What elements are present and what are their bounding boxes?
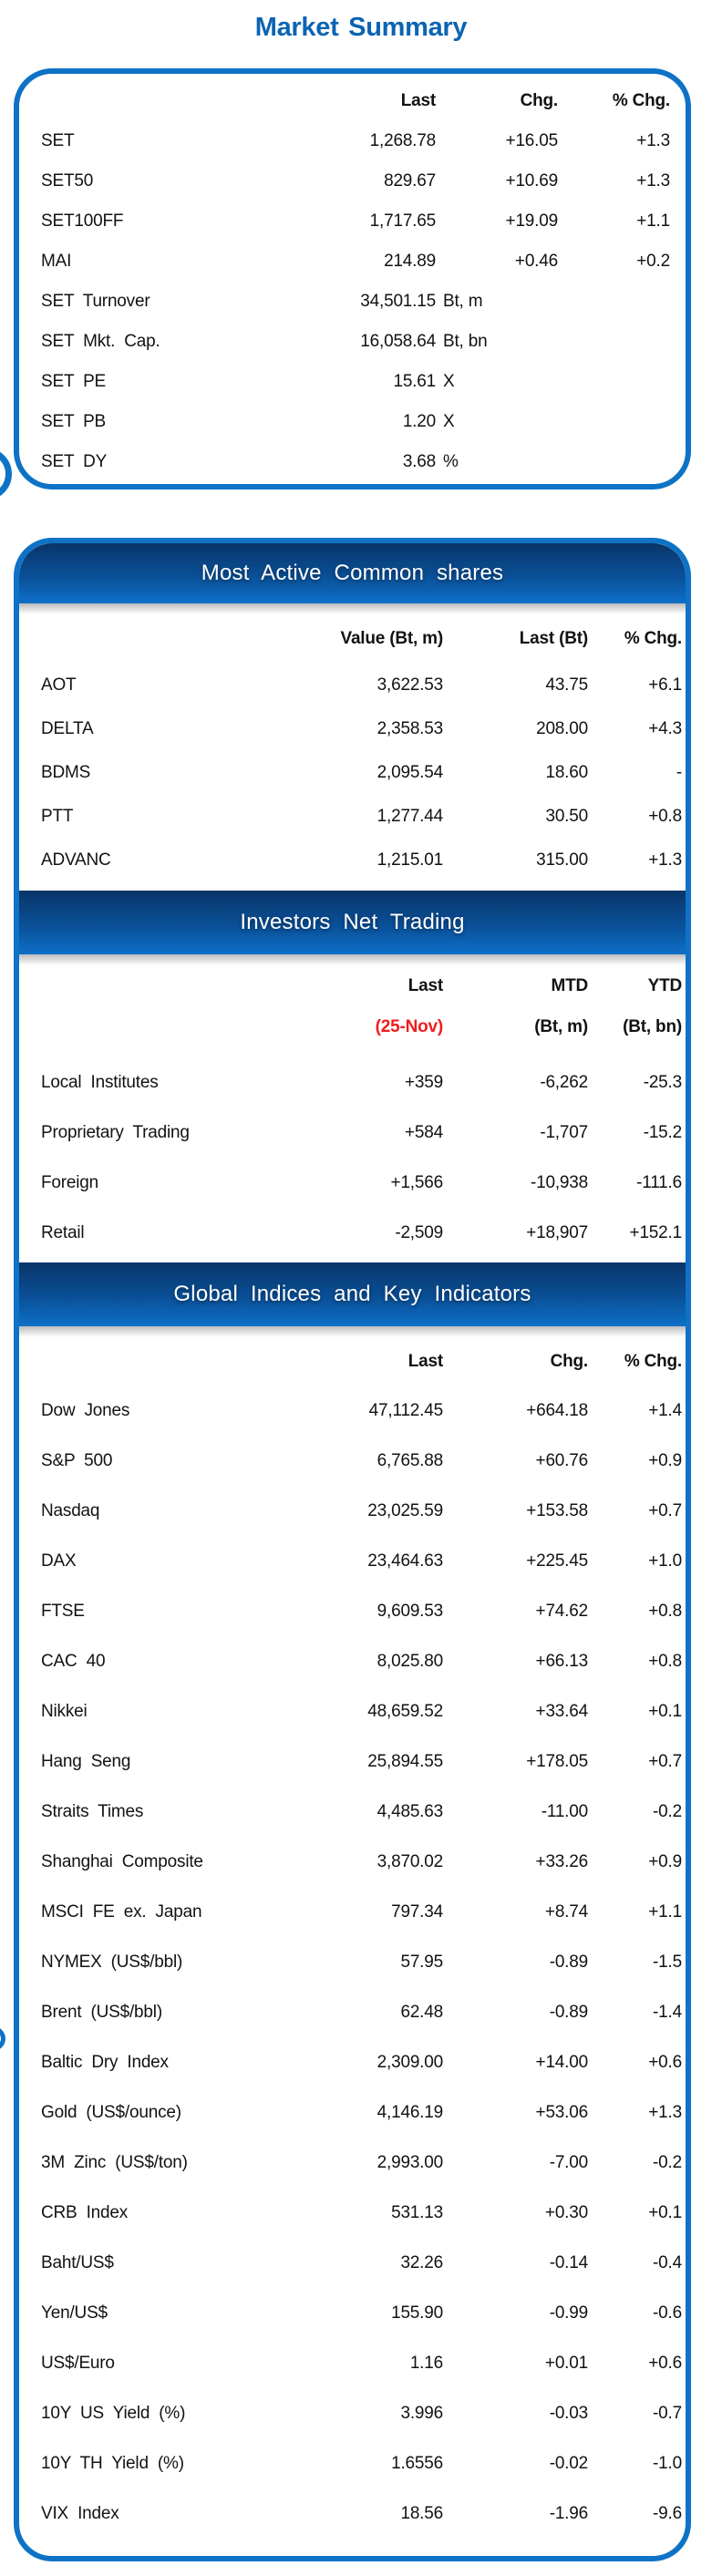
cell-value: 15.61 xyxy=(393,372,436,391)
table-row xyxy=(19,1057,686,1108)
cell-value: 2,358.53 xyxy=(376,719,443,738)
row-label: AOT xyxy=(41,675,77,695)
cell-unit: X xyxy=(443,372,455,391)
table-row xyxy=(19,2087,686,2138)
cell-value: 3,870.02 xyxy=(376,1851,443,1871)
cell-value: 1,717.65 xyxy=(369,211,436,231)
column-header: Last (Bt) xyxy=(519,629,588,648)
row-label: Yen/US$ xyxy=(41,2303,108,2323)
cell-value: +152.1 xyxy=(629,1222,682,1242)
row-label: Gold (US$/ounce) xyxy=(41,2102,181,2122)
row-label: MSCI FE ex. Japan xyxy=(41,1901,202,1922)
table-row xyxy=(19,1586,686,1636)
cell-value: -0.2 xyxy=(653,2152,682,2172)
table-row xyxy=(19,242,686,282)
cell-value: +0.8 xyxy=(648,807,682,826)
cell-value: +33.26 xyxy=(535,1851,588,1871)
table-row xyxy=(19,839,686,882)
cell-value: 2,993.00 xyxy=(376,2152,443,2172)
row-label: Nikkei xyxy=(41,1701,88,1721)
row-label: Baht/US$ xyxy=(41,2252,114,2272)
cell-value: +1,566 xyxy=(390,1172,443,1192)
column-header: YTD xyxy=(647,976,682,995)
cell-value: 8,025.80 xyxy=(376,1651,443,1671)
column-header: Last xyxy=(407,1351,443,1371)
cell-value: +0.46 xyxy=(514,252,558,271)
page-title: Market Summary xyxy=(254,13,468,42)
cell-value: +0.7 xyxy=(648,1500,682,1520)
cell-value: 48,659.52 xyxy=(367,1701,443,1721)
cell-value: +1.3 xyxy=(636,131,670,150)
cell-value: +0.9 xyxy=(648,1851,682,1871)
cell-value: 1.20 xyxy=(402,412,436,431)
cell-value: 797.34 xyxy=(391,1901,443,1922)
row-label: Shanghai Composite xyxy=(41,1851,203,1871)
cell-value: +53.06 xyxy=(535,2102,588,2122)
column-header-row xyxy=(19,1337,686,1386)
cell-value: 32.26 xyxy=(400,2252,443,2272)
cell-unit: X xyxy=(443,412,455,431)
row-label: MAI xyxy=(41,252,72,271)
header-shadow xyxy=(19,1326,686,1337)
cell-value: 9,609.53 xyxy=(376,1601,443,1621)
cell-value: +1.4 xyxy=(648,1400,682,1420)
header-shadow xyxy=(19,954,686,965)
row-label: SET xyxy=(41,131,75,150)
cell-value: 6,765.88 xyxy=(376,1450,443,1470)
cell-value: 531.13 xyxy=(391,2202,443,2222)
market-summary-panel xyxy=(14,68,691,489)
global-indicators-table xyxy=(19,1337,686,2539)
cell-value: -0.89 xyxy=(549,1952,588,1972)
row-label: Baltic Dry Index xyxy=(41,2052,169,2072)
cell-value: -1,707 xyxy=(540,1122,588,1142)
cell-unit: % xyxy=(443,452,459,471)
column-header-row xyxy=(19,1007,686,1046)
cell-value: +584 xyxy=(405,1122,443,1142)
row-label: SET Turnover xyxy=(41,292,150,311)
cell-value: +8.74 xyxy=(544,1901,588,1922)
sections-panel xyxy=(14,538,691,2561)
cell-value: -9.6 xyxy=(653,2503,682,2523)
column-header: Last xyxy=(407,976,443,995)
row-label: US$/Euro xyxy=(41,2353,115,2373)
cell-value: +0.30 xyxy=(544,2202,588,2222)
cell-value: +1.3 xyxy=(648,2102,682,2122)
cell-value: +1.1 xyxy=(648,1901,682,1922)
cell-value: +0.6 xyxy=(648,2353,682,2373)
cell-value: -0.14 xyxy=(549,2252,588,2272)
row-label: DELTA xyxy=(41,719,94,738)
cell-value: -0.2 xyxy=(653,1801,682,1821)
cell-value: +33.64 xyxy=(535,1701,588,1721)
column-header: (Bt, m) xyxy=(534,1016,588,1036)
cell-unit: Bt, bn xyxy=(443,332,488,351)
cell-value: 18.56 xyxy=(400,2503,443,2523)
cell-value: 2,309.00 xyxy=(376,2052,443,2072)
cell-value: +359 xyxy=(405,1072,443,1092)
table-row xyxy=(19,1486,686,1536)
cell-value: -0.02 xyxy=(549,2453,588,2473)
table-row xyxy=(19,161,686,201)
cell-value: -10,938 xyxy=(530,1172,588,1192)
cell-value: 4,146.19 xyxy=(376,2102,443,2122)
table-row xyxy=(19,2388,686,2438)
table-row xyxy=(19,201,686,242)
cell-value: -1.96 xyxy=(549,2503,588,2523)
table-row xyxy=(19,1636,686,1686)
table-row xyxy=(19,2338,686,2388)
most-active-table xyxy=(19,614,686,882)
cell-value: +16.05 xyxy=(505,131,558,150)
column-header: MTD xyxy=(551,976,588,995)
table-row xyxy=(19,1436,686,1486)
table-row xyxy=(19,2438,686,2488)
table-row xyxy=(19,1787,686,1837)
cell-value: +0.7 xyxy=(648,1751,682,1771)
cell-value: +18,907 xyxy=(526,1222,588,1242)
cell-value: 208.00 xyxy=(536,719,588,738)
table-row xyxy=(19,664,686,707)
cell-value: 16,058.64 xyxy=(360,332,436,351)
cell-value: -0.03 xyxy=(549,2403,588,2423)
cell-value: +0.9 xyxy=(648,1450,682,1470)
row-label: VIX Index xyxy=(41,2503,119,2523)
cell-value: 3,622.53 xyxy=(376,675,443,695)
cell-value: -0.6 xyxy=(653,2303,682,2323)
column-header: (Bt, bn) xyxy=(623,1016,682,1036)
table-row xyxy=(19,1536,686,1586)
row-label: Proprietary Trading xyxy=(41,1122,190,1142)
cell-value: 315.00 xyxy=(536,850,588,870)
row-label: Local Institutes xyxy=(41,1072,159,1092)
row-label: CAC 40 xyxy=(41,1651,106,1671)
table-row xyxy=(19,1686,686,1736)
most-active-section-header xyxy=(19,543,686,603)
row-label: CRB Index xyxy=(41,2202,129,2222)
cell-value: +153.58 xyxy=(526,1500,588,1520)
global-title: Global Indices and Key Indicators xyxy=(173,1282,531,1306)
table-row xyxy=(19,322,686,362)
cell-value: -11.00 xyxy=(541,1801,588,1821)
cell-value: 4,485.63 xyxy=(376,1801,443,1821)
investors-title: Investors Net Trading xyxy=(240,910,465,934)
cell-unit: Bt, m xyxy=(443,292,483,311)
row-label: SET Mkt. Cap. xyxy=(41,332,160,351)
cell-value: +6.1 xyxy=(648,675,682,695)
table-row xyxy=(19,2138,686,2188)
cell-value: 155.90 xyxy=(391,2303,443,2323)
table-row xyxy=(19,707,686,751)
row-label: Retail xyxy=(41,1222,85,1242)
cell-value: +0.2 xyxy=(636,252,670,271)
row-label: Foreign xyxy=(41,1172,99,1192)
cell-value: 1.6556 xyxy=(391,2453,443,2473)
cell-value: +66.13 xyxy=(535,1651,588,1671)
row-label: SET100FF xyxy=(41,211,124,231)
column-header-row xyxy=(19,81,686,121)
row-label: ADVANC xyxy=(41,850,111,870)
cell-value: -0.99 xyxy=(549,2303,588,2323)
cell-value: +0.1 xyxy=(648,1701,682,1721)
row-label: Brent (US$/bbl) xyxy=(41,2002,162,2022)
column-header: (25-Nov) xyxy=(375,1016,443,1036)
cell-value: 1,277.44 xyxy=(376,807,443,826)
cell-value: 34,501.15 xyxy=(360,292,436,311)
cell-value: -0.7 xyxy=(653,2403,682,2423)
row-label: Hang Seng xyxy=(41,1751,131,1771)
row-label: FTSE xyxy=(41,1601,85,1621)
cell-value: -7.00 xyxy=(549,2152,588,2172)
table-row xyxy=(19,795,686,839)
cell-value: +0.1 xyxy=(648,2202,682,2222)
cell-value: +74.62 xyxy=(535,1601,588,1621)
table-row xyxy=(19,442,686,482)
table-row xyxy=(19,1158,686,1208)
header-shadow xyxy=(19,603,686,614)
cell-value: +0.8 xyxy=(648,1651,682,1671)
row-label: SET PE xyxy=(41,372,107,391)
cell-value: 214.89 xyxy=(384,252,436,271)
cell-value: 2,095.54 xyxy=(376,763,443,782)
row-label: 3M Zinc (US$/ton) xyxy=(41,2152,188,2172)
cell-value: - xyxy=(676,763,682,782)
table-row xyxy=(19,282,686,322)
table-row xyxy=(19,1987,686,2037)
row-label: 10Y US Yield (%) xyxy=(41,2403,186,2423)
table-row xyxy=(19,1208,686,1258)
column-header: Chg. xyxy=(520,91,558,110)
cell-value: -0.4 xyxy=(653,2252,682,2272)
table-row xyxy=(19,1736,686,1787)
cell-value: 3.68 xyxy=(402,452,436,471)
cell-value: -111.6 xyxy=(636,1172,682,1192)
column-header: % Chg. xyxy=(612,91,670,110)
cell-value: -2,509 xyxy=(395,1222,443,1242)
row-label: SET50 xyxy=(41,171,94,191)
market-summary-table xyxy=(19,74,686,482)
cell-value: +225.45 xyxy=(526,1551,588,1571)
table-row xyxy=(19,402,686,442)
cell-value: 3.996 xyxy=(400,2403,443,2423)
table-row xyxy=(19,1937,686,1987)
cell-value: 1,268.78 xyxy=(369,131,436,150)
cell-value: +664.18 xyxy=(526,1400,588,1420)
cell-value: 829.67 xyxy=(384,171,436,191)
most-active-title: Most Active Common shares xyxy=(201,561,504,585)
cell-value: -1.5 xyxy=(653,1952,682,1972)
table-row xyxy=(19,2188,686,2238)
cell-value: +1.3 xyxy=(648,850,682,870)
row-label: Dow Jones xyxy=(41,1400,130,1420)
global-section-header xyxy=(19,1262,686,1326)
cell-value: 23,464.63 xyxy=(367,1551,443,1571)
cell-value: 1.16 xyxy=(409,2353,443,2373)
cell-value: +0.01 xyxy=(544,2353,588,2373)
decorative-ring-bottom xyxy=(0,2026,5,2051)
decorative-ring-top xyxy=(0,448,12,500)
cell-value: +1.0 xyxy=(648,1551,682,1571)
row-label: 10Y TH Yield (%) xyxy=(41,2453,184,2473)
cell-value: -6,262 xyxy=(540,1072,588,1092)
cell-value: +1.1 xyxy=(636,211,670,231)
cell-value: -25.3 xyxy=(643,1072,682,1092)
table-row xyxy=(19,1386,686,1436)
cell-value: +19.09 xyxy=(505,211,558,231)
column-header: Chg. xyxy=(550,1351,588,1371)
cell-value: +1.3 xyxy=(636,171,670,191)
cell-value: -1.4 xyxy=(653,2002,682,2022)
row-label: SET DY xyxy=(41,452,108,471)
cell-value: 57.95 xyxy=(400,1952,443,1972)
table-row xyxy=(19,362,686,402)
column-header-row xyxy=(19,614,686,664)
table-row xyxy=(19,2238,686,2288)
cell-value: 25,894.55 xyxy=(367,1751,443,1771)
column-header: Last xyxy=(400,91,436,110)
row-label: S&P 500 xyxy=(41,1450,113,1470)
row-label: PTT xyxy=(41,807,74,826)
table-row xyxy=(19,2288,686,2338)
column-header: % Chg. xyxy=(624,1351,682,1371)
cell-value: -0.89 xyxy=(549,2002,588,2022)
table-row xyxy=(19,2488,686,2539)
investors-table xyxy=(19,965,686,1258)
cell-value: -15.2 xyxy=(643,1122,682,1142)
cell-value: 30.50 xyxy=(545,807,588,826)
row-label: DAX xyxy=(41,1551,77,1571)
cell-value: +0.8 xyxy=(648,1601,682,1621)
table-row xyxy=(19,2037,686,2087)
table-row xyxy=(19,1837,686,1887)
cell-value: -1.0 xyxy=(653,2453,682,2473)
row-label: Straits Times xyxy=(41,1801,144,1821)
cell-value: +178.05 xyxy=(526,1751,588,1771)
cell-value: 18.60 xyxy=(545,763,588,782)
cell-value: +14.00 xyxy=(535,2052,588,2072)
column-header-row xyxy=(19,965,686,1007)
row-label: BDMS xyxy=(41,763,91,782)
table-row xyxy=(19,1108,686,1158)
cell-value: 43.75 xyxy=(545,675,588,695)
row-label: NYMEX (US$/bbl) xyxy=(41,1952,183,1972)
cell-value: +60.76 xyxy=(535,1450,588,1470)
cell-value: +10.69 xyxy=(505,171,558,191)
cell-value: 62.48 xyxy=(400,2002,443,2022)
column-header: Value (Bt, m) xyxy=(340,629,443,648)
table-row xyxy=(19,1887,686,1937)
cell-value: 47,112.45 xyxy=(368,1400,443,1420)
cell-value: 1,215.01 xyxy=(376,850,443,870)
table-row xyxy=(19,121,686,161)
table-row xyxy=(19,751,686,795)
investors-section-header xyxy=(19,891,686,954)
cell-value: 23,025.59 xyxy=(367,1500,443,1520)
row-label: SET PB xyxy=(41,412,107,431)
row-label: Nasdaq xyxy=(41,1500,100,1520)
cell-value: +4.3 xyxy=(648,719,682,738)
cell-value: +0.6 xyxy=(648,2052,682,2072)
column-header: % Chg. xyxy=(624,629,682,648)
